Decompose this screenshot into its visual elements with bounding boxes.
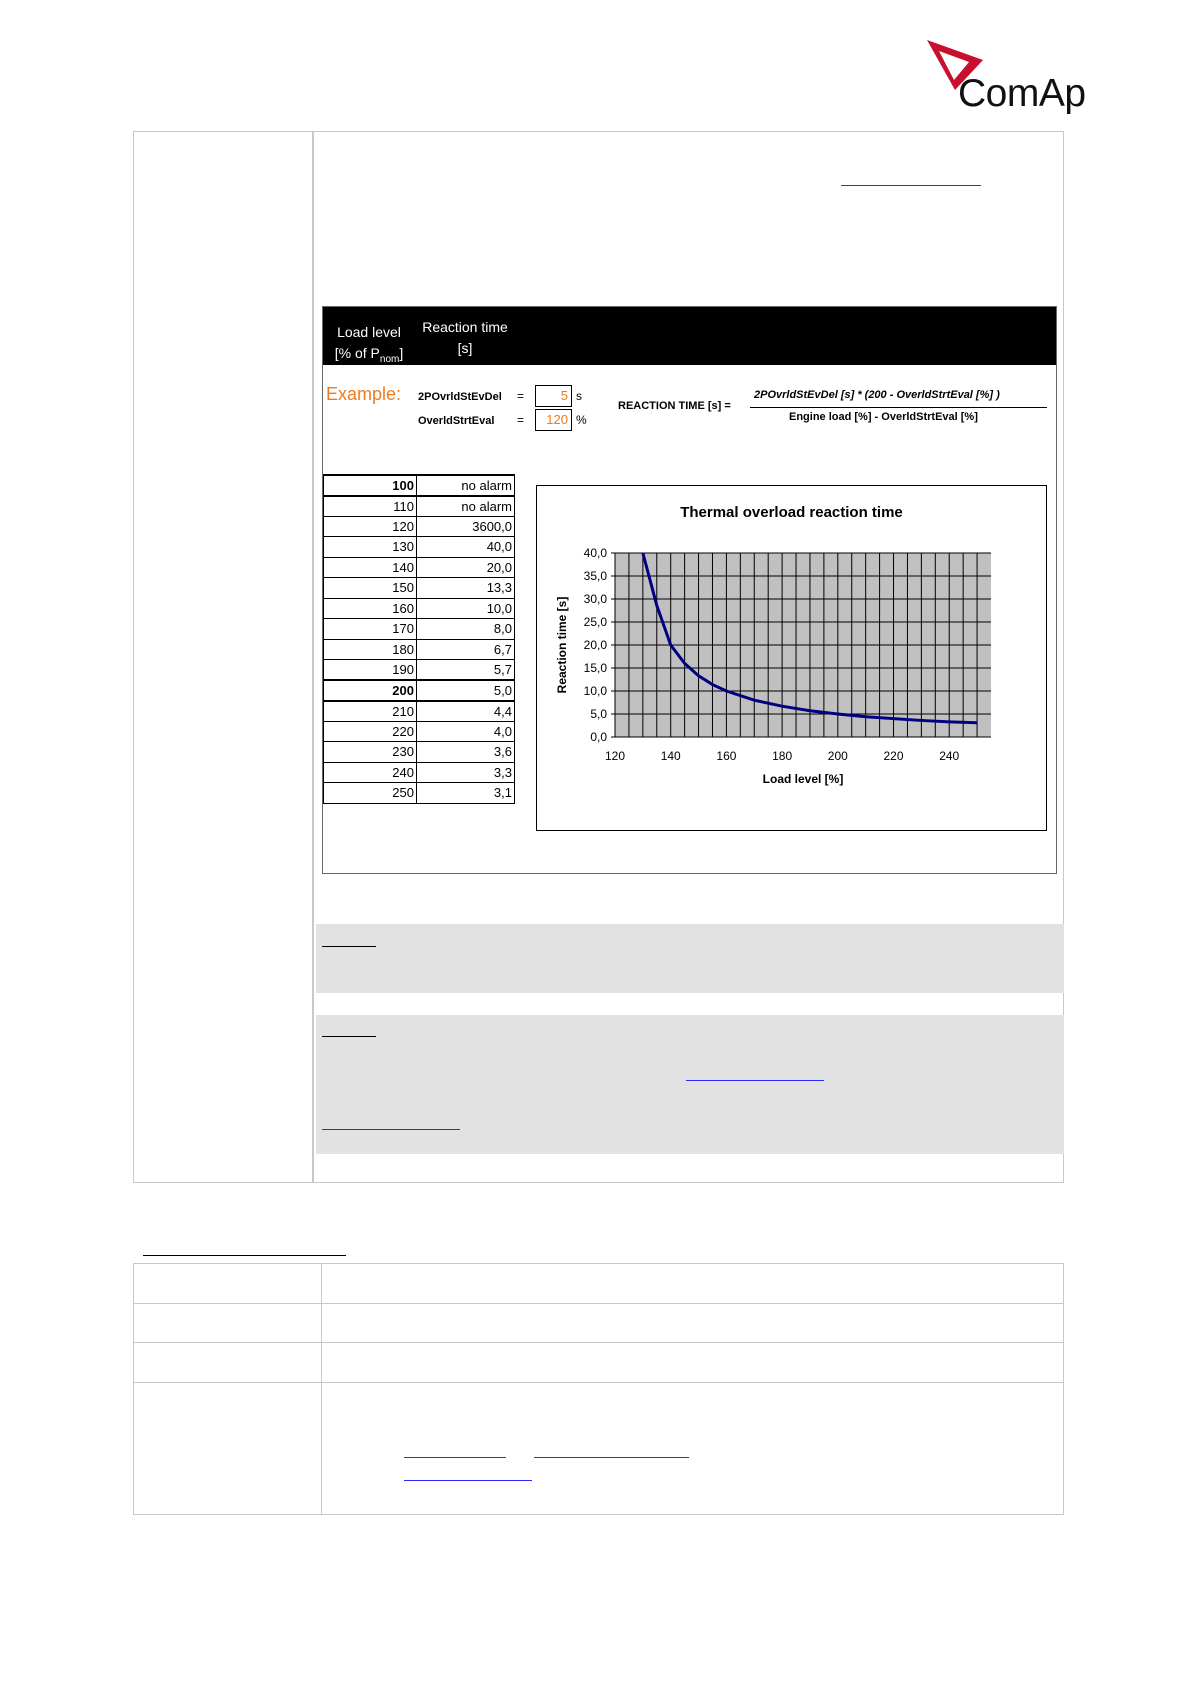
x-tick-label: 200 [827,749,848,763]
table-row [324,783,515,804]
chart-plot [537,486,1046,830]
example-label: Example: [326,384,402,404]
data-point [754,700,755,701]
reaction-time-cell: 40,0 [417,537,515,558]
table-row [324,537,515,558]
table-row [324,475,515,496]
header-load-level-sub: nom [379,353,400,365]
reaction-time-cell: 4,4 [417,701,515,722]
data-point [726,691,727,692]
load-level-cell: 100 [324,475,417,496]
hyperlink[interactable] [686,1079,824,1081]
data-point [977,722,978,723]
table-row [324,639,515,660]
header-load-level [329,322,409,370]
y-tick-label: 0,0 [590,730,607,744]
load-level-cell: 180 [324,639,417,660]
reaction-time-chart [536,485,1047,831]
column-divider [321,1264,322,1514]
reaction-time-cell: no alarm [417,496,515,517]
reaction-time-cell: 5,0 [417,680,515,701]
load-level-cell: 130 [324,537,417,558]
table-row [324,557,515,578]
formula-label: REACTION TIME [s] = [618,400,731,412]
reaction-time-cell: 3600,0 [417,516,515,537]
load-level-cell: 200 [324,680,417,701]
x-axis-label: Load level [%] [762,772,844,786]
x-tick-label: 240 [939,749,960,763]
reaction-time-table [323,474,515,804]
x-tick-label: 140 [660,749,681,763]
formula-denominator: Engine load [%] - OverldStrtEval [%] [789,411,978,423]
reaction-time-cell: 4,0 [417,721,515,742]
y-tick-label: 35,0 [583,569,607,583]
overload-example-figure [322,306,1057,874]
y-axis-label: Reaction time [s] [555,596,569,694]
figure-header [323,307,1056,365]
data-point [949,721,950,722]
y-tick-label: 15,0 [583,661,607,675]
table-row [324,701,515,722]
table-row [324,721,515,742]
header-reaction-time-line1: Reaction time [422,319,508,335]
note-heading-underline [322,945,376,947]
table-row [324,680,515,701]
data-point [656,605,657,606]
data-point [670,645,671,646]
formula-fraction-line [750,407,1047,408]
reaction-time-cell: 20,0 [417,557,515,578]
hyperlink[interactable] [404,1479,532,1481]
y-tick-label: 30,0 [583,592,607,606]
table-row [324,660,515,681]
data-point [684,663,685,664]
column-divider [312,132,314,1182]
reaction-time-cell: 10,0 [417,598,515,619]
reaction-time-cell: 3,1 [417,783,515,804]
y-tick-label: 5,0 [590,707,607,721]
hyperlink[interactable] [534,1456,689,1458]
header-reaction-time-line2: [s] [457,340,473,356]
x-tick-label: 120 [604,749,626,763]
load-level-cell: 140 [324,557,417,578]
param-unit: s [576,389,582,403]
load-level-cell: 110 [324,496,417,517]
reaction-time-cell: 5,7 [417,660,515,681]
load-level-cell: 160 [324,598,417,619]
load-level-cell: 210 [324,701,417,722]
comap-logo [925,38,1090,118]
x-tick-label: 160 [716,749,737,763]
data-point [642,553,643,554]
load-level-cell: 120 [324,516,417,537]
x-tick-label: 180 [772,749,793,763]
header-load-level-pre: [% of P [334,345,380,361]
hyperlink[interactable] [322,1128,460,1130]
row-divider [134,1303,1063,1304]
load-level-cell: 250 [324,783,417,804]
load-level-cell: 170 [324,619,417,640]
param-equals: = [517,413,525,427]
table-row [324,742,515,763]
load-level-cell: 150 [324,578,417,599]
param-equals: = [517,389,525,403]
param-name: OverldStrtEval [418,415,495,427]
logo-text: ComAp [958,72,1086,115]
header-load-level-post: ] [399,345,404,361]
section-heading-underline [143,1254,346,1256]
data-point [712,684,713,685]
data-point [893,718,894,719]
reaction-time-cell: no alarm [417,475,515,496]
reaction-time-cell: 13,3 [417,578,515,599]
reaction-time-cell: 3,6 [417,742,515,763]
header-load-level-line2 [329,343,409,370]
hyperlink[interactable] [841,184,981,186]
reaction-time-cell: 8,0 [417,619,515,640]
row-divider [134,1342,1063,1343]
hyperlink[interactable] [404,1456,506,1458]
y-tick-label: 10,0 [583,684,607,698]
load-level-cell: 220 [324,721,417,742]
formula-numerator: 2POvrldStEvDel [s] * (200 - OverldStrtEval [%] ) [754,389,1000,401]
data-point [698,675,699,676]
x-tick-label: 220 [883,749,904,763]
setpoint-table [133,1263,1064,1515]
reaction-time-cell: 3,3 [417,762,515,783]
data-point [809,710,810,711]
header-reaction-time [415,317,515,359]
chart-title: Thermal overload reaction time [680,504,903,521]
load-level-cell: 190 [324,660,417,681]
y-tick-label: 25,0 [583,615,607,629]
load-level-cell: 240 [324,762,417,783]
table-row [324,516,515,537]
row-divider [134,1382,1063,1383]
data-point [837,714,838,715]
table-row [324,578,515,599]
table-row [324,496,515,517]
header-load-level-line1: Load level [337,324,401,340]
hint-heading-underline [322,1035,376,1037]
data-point [865,716,866,717]
param-value-box: 5 [535,385,572,407]
param-name: 2POvrldStEvDel [418,391,502,403]
table-row [324,598,515,619]
data-point [921,720,922,721]
hint-box [316,1015,1064,1154]
table-row [324,619,515,640]
data-point [782,706,783,707]
y-tick-label: 40,0 [583,546,607,560]
y-tick-label: 20,0 [583,638,607,652]
note-box [316,924,1064,993]
param-value-box: 120 [535,409,572,431]
table-row [324,762,515,783]
load-level-cell: 230 [324,742,417,763]
param-unit: % [576,413,587,427]
reaction-time-cell: 6,7 [417,639,515,660]
